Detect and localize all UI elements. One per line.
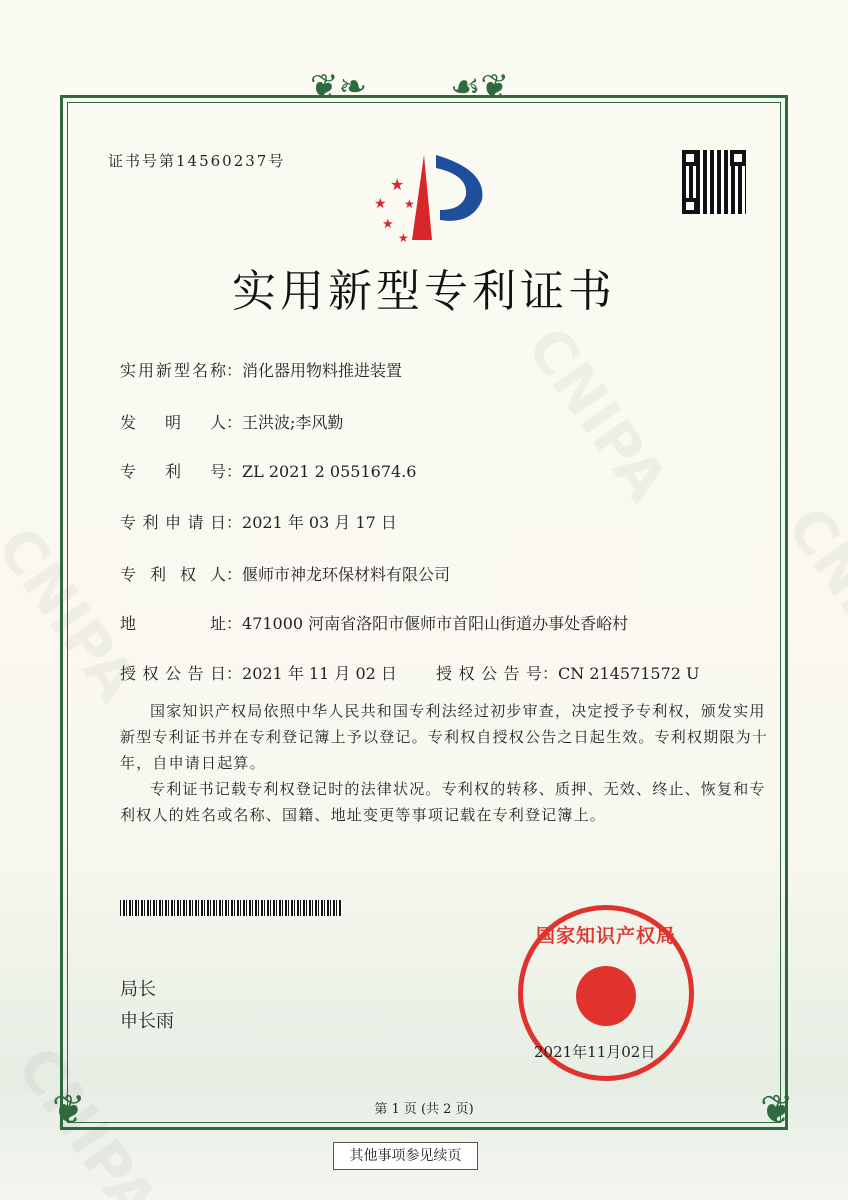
field-utility-model-name: 实用新型名称：消化器用物料推进装置 [120, 361, 403, 380]
ornament-top-right: ☙❦ [450, 67, 509, 107]
continued-note: 其他事项参见续页 [333, 1142, 478, 1170]
field-patentee: 专利权人：偃师市神龙环保材料有限公司 [120, 565, 451, 584]
seal-text: 国家知识产权局 [535, 925, 676, 947]
ornament-bottom-left: ❦ [52, 1087, 86, 1133]
field-application-date: 专利申请日：2021 年 03 月 17 日 [120, 513, 397, 532]
certificate-body [120, 698, 776, 828]
signatory-title: 局长 [120, 979, 156, 1000]
svg-text:★: ★ [390, 175, 405, 194]
certificate-number: 证书号第14560237号 [108, 152, 286, 170]
certificate-title: 实用新型专利证书 [232, 266, 616, 317]
field-inventor: 发明人：王洪波;李风勤 [120, 413, 344, 432]
field-address: 地址：471000 河南省洛阳市偃师市首阳山街道办事处香峪村 [120, 614, 629, 633]
seal-date: 2021年11月02日 [534, 1043, 656, 1061]
ornament-top-left: ❦❧ [310, 67, 367, 107]
field-grant-date: 授权公告日：2021 年 11 月 02 日 [120, 664, 397, 683]
svg-text:★: ★ [404, 197, 415, 211]
signatory-name: 申长雨 [120, 1011, 174, 1032]
ornament-bottom-right: ❦ [760, 1087, 794, 1133]
svg-text:★: ★ [382, 217, 394, 232]
cnipa-logo-icon [362, 150, 492, 245]
body-paragraph: 国家知识产权局依照中华人民共和国专利法经过初步审查，决定授予专利权，颁发实用新型专利证书并在专利登记簿上予以登记。专利权自授权公告之日起生效。专利权期限为十年，自申请日起算。 [120, 702, 769, 772]
page-number: 第 1 页 (共 2 页) [374, 1102, 474, 1117]
qr-code [682, 150, 746, 214]
national-emblem-icon [576, 966, 636, 1026]
field-patent-number: 专利号：ZL 2021 2 0551674.6 [120, 462, 417, 481]
field-announcement-number: 授权公告号：CN 214571572 U [436, 664, 700, 683]
body-paragraph: 专利证书记载专利权登记时的法律状况。专利权的转移、质押、无效、终止、恢复和专利权人的姓名或名称、国籍、地址变更等事项记载在专利登记簿上。 [120, 780, 766, 824]
svg-text:★: ★ [374, 196, 387, 212]
svg-text:★: ★ [398, 231, 409, 245]
barcode [120, 900, 342, 916]
